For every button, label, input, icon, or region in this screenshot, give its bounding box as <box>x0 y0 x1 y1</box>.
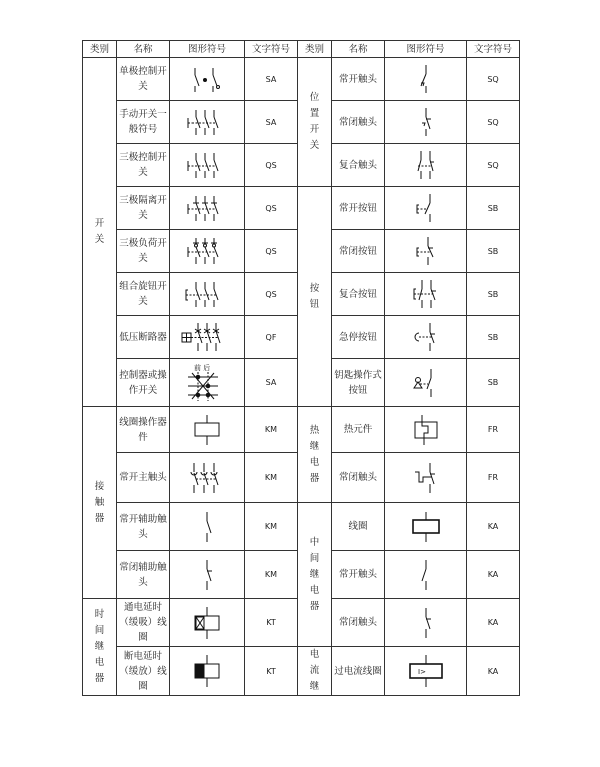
right-name: 线圈 <box>332 503 385 551</box>
thermal-nc-contact-symbol <box>409 460 443 496</box>
composite-pushbutton-symbol <box>409 277 443 311</box>
right-symbol <box>385 503 467 551</box>
table-row <box>83 187 520 230</box>
left-symbol <box>170 599 245 647</box>
left-code: QS <box>245 273 298 316</box>
left-name: 单极控制开关 <box>117 58 170 101</box>
left-code: KM <box>245 453 298 503</box>
header-row <box>83 41 520 58</box>
right-symbol <box>385 273 467 316</box>
right-code: SB <box>467 230 520 273</box>
relay-nc-contact-symbol <box>411 605 441 641</box>
relay-coil-symbol <box>406 510 446 544</box>
left-name: 控制器或操作开关 <box>117 359 170 407</box>
thermal-element-symbol <box>409 413 443 447</box>
left-code: QF <box>245 316 298 359</box>
right-symbol <box>385 316 467 359</box>
aux-nc-contact-symbol <box>192 557 222 593</box>
nc-pushbutton-symbol <box>411 234 441 268</box>
right-name: 急停按钮 <box>332 316 385 359</box>
manual-switch-symbol <box>182 106 232 138</box>
controller-position-labels: 前 后 <box>194 363 211 372</box>
overcurrent-coil-symbol <box>404 653 448 689</box>
left-symbol <box>170 407 245 453</box>
position-nc-contact-symbol <box>411 105 441 139</box>
header-name-left: 名称 <box>117 41 170 58</box>
category-time-relay: 时间继电器 <box>83 599 117 696</box>
right-name: 常闭触头 <box>332 599 385 647</box>
table-row <box>83 647 520 696</box>
header-symbol-right: 图形符号 <box>385 41 467 58</box>
position-no-contact-symbol <box>411 62 441 96</box>
right-name: 常开触头 <box>332 58 385 101</box>
left-symbol <box>170 359 245 407</box>
right-name: 常闭按钮 <box>332 230 385 273</box>
no-pushbutton-symbol <box>411 191 441 225</box>
right-name: 常闭触头 <box>332 453 385 503</box>
left-name: 组合旋钮开关 <box>117 273 170 316</box>
on-delay-coil-symbol <box>187 605 227 641</box>
table-row <box>83 58 520 101</box>
table-row <box>83 407 520 453</box>
left-code: SA <box>245 101 298 144</box>
left-symbol <box>170 101 245 144</box>
three-pole-isolator-symbol <box>182 192 232 224</box>
right-code: SB <box>467 187 520 230</box>
right-code: SB <box>467 359 520 407</box>
left-name: 手动开关一般符号 <box>117 101 170 144</box>
aux-no-contact-symbol <box>192 509 222 545</box>
right-symbol <box>385 407 467 453</box>
left-name: 低压断路器 <box>117 316 170 359</box>
left-name: 三极负荷开关 <box>117 230 170 273</box>
right-name: 常开按钮 <box>332 187 385 230</box>
right-name: 过电流线圈 <box>332 647 385 696</box>
right-code: SQ <box>467 58 520 101</box>
header-code-right: 文字符号 <box>467 41 520 58</box>
overcurrent-mark: I> <box>417 668 426 676</box>
right-code: SB <box>467 316 520 359</box>
symbol-table <box>82 40 520 696</box>
right-name: 常开触头 <box>332 551 385 599</box>
left-symbol <box>170 503 245 551</box>
right-symbol <box>385 144 467 187</box>
left-symbol <box>170 58 245 101</box>
left-name: 常闭辅助触头 <box>117 551 170 599</box>
rotary-switch-symbol <box>182 278 232 310</box>
left-name: 常开辅助触头 <box>117 503 170 551</box>
header-category-left: 类别 <box>83 41 117 58</box>
single-pole-switch-symbol <box>187 64 227 94</box>
right-code: FR <box>467 407 520 453</box>
right-name: 复合触头 <box>332 144 385 187</box>
header-category-right: 类别 <box>298 41 332 58</box>
right-symbol <box>385 599 467 647</box>
right-symbol <box>385 453 467 503</box>
category-current-relay: 电流继 <box>298 647 332 696</box>
left-symbol <box>170 316 245 359</box>
left-code: KM <box>245 407 298 453</box>
controller-switch-symbol <box>182 363 232 403</box>
right-symbol <box>385 230 467 273</box>
off-delay-coil-symbol <box>187 653 227 689</box>
right-code: KA <box>467 551 520 599</box>
right-code: KA <box>467 599 520 647</box>
left-code: QS <box>245 230 298 273</box>
left-name: 常开主触头 <box>117 453 170 503</box>
left-code: SA <box>245 58 298 101</box>
left-symbol <box>170 647 245 696</box>
left-code: KT <box>245 599 298 647</box>
emergency-stop-symbol <box>411 320 441 354</box>
right-symbol <box>385 101 467 144</box>
left-symbol <box>170 230 245 273</box>
right-name: 常闭触头 <box>332 101 385 144</box>
left-code: KM <box>245 503 298 551</box>
left-symbol <box>170 144 245 187</box>
left-code: SA <box>245 359 298 407</box>
category-position-switch: 位置开关 <box>298 58 332 187</box>
three-pole-load-switch-symbol <box>182 235 232 267</box>
left-code: QS <box>245 187 298 230</box>
left-code: QS <box>245 144 298 187</box>
left-name: 三极隔离开关 <box>117 187 170 230</box>
right-name: 钥匙操作式按钮 <box>332 359 385 407</box>
left-symbol <box>170 187 245 230</box>
right-name: 热元件 <box>332 407 385 453</box>
coil-symbol <box>187 413 227 447</box>
main-contact-symbol <box>182 460 232 496</box>
right-code: KA <box>467 503 520 551</box>
left-name: 断电延时（缓放）线圈 <box>117 647 170 696</box>
circuit-breaker-symbol <box>180 320 234 354</box>
header-symbol-left: 图形符号 <box>170 41 245 58</box>
three-pole-switch-symbol <box>182 149 232 181</box>
category-contactor: 接触器 <box>83 407 117 599</box>
header-code-left: 文字符号 <box>245 41 298 58</box>
right-code: SB <box>467 273 520 316</box>
left-code: KM <box>245 551 298 599</box>
left-symbol <box>170 551 245 599</box>
right-name: 复合按钮 <box>332 273 385 316</box>
left-name: 线圈操作器件 <box>117 407 170 453</box>
right-symbol <box>385 551 467 599</box>
right-code: KA <box>467 647 520 696</box>
relay-no-contact-symbol <box>411 557 441 593</box>
left-name: 通电延时（缓吸）线圈 <box>117 599 170 647</box>
category-thermal-relay: 热继电器 <box>298 407 332 503</box>
right-code: SQ <box>467 144 520 187</box>
position-composite-contact-symbol <box>411 148 441 182</box>
right-symbol <box>385 647 467 696</box>
category-switch: 开关 <box>83 58 117 407</box>
right-code: SQ <box>467 101 520 144</box>
category-button: 按钮 <box>298 187 332 407</box>
left-symbol <box>170 273 245 316</box>
right-code: FR <box>467 453 520 503</box>
category-intermediate-relay: 中间继电器 <box>298 503 332 647</box>
key-button-symbol <box>410 365 442 401</box>
header-name-right: 名称 <box>332 41 385 58</box>
left-name: 三极控制开关 <box>117 144 170 187</box>
right-symbol <box>385 187 467 230</box>
table-row <box>83 503 520 551</box>
left-symbol <box>170 453 245 503</box>
right-symbol <box>385 359 467 407</box>
right-symbol <box>385 58 467 101</box>
left-code: KT <box>245 647 298 696</box>
